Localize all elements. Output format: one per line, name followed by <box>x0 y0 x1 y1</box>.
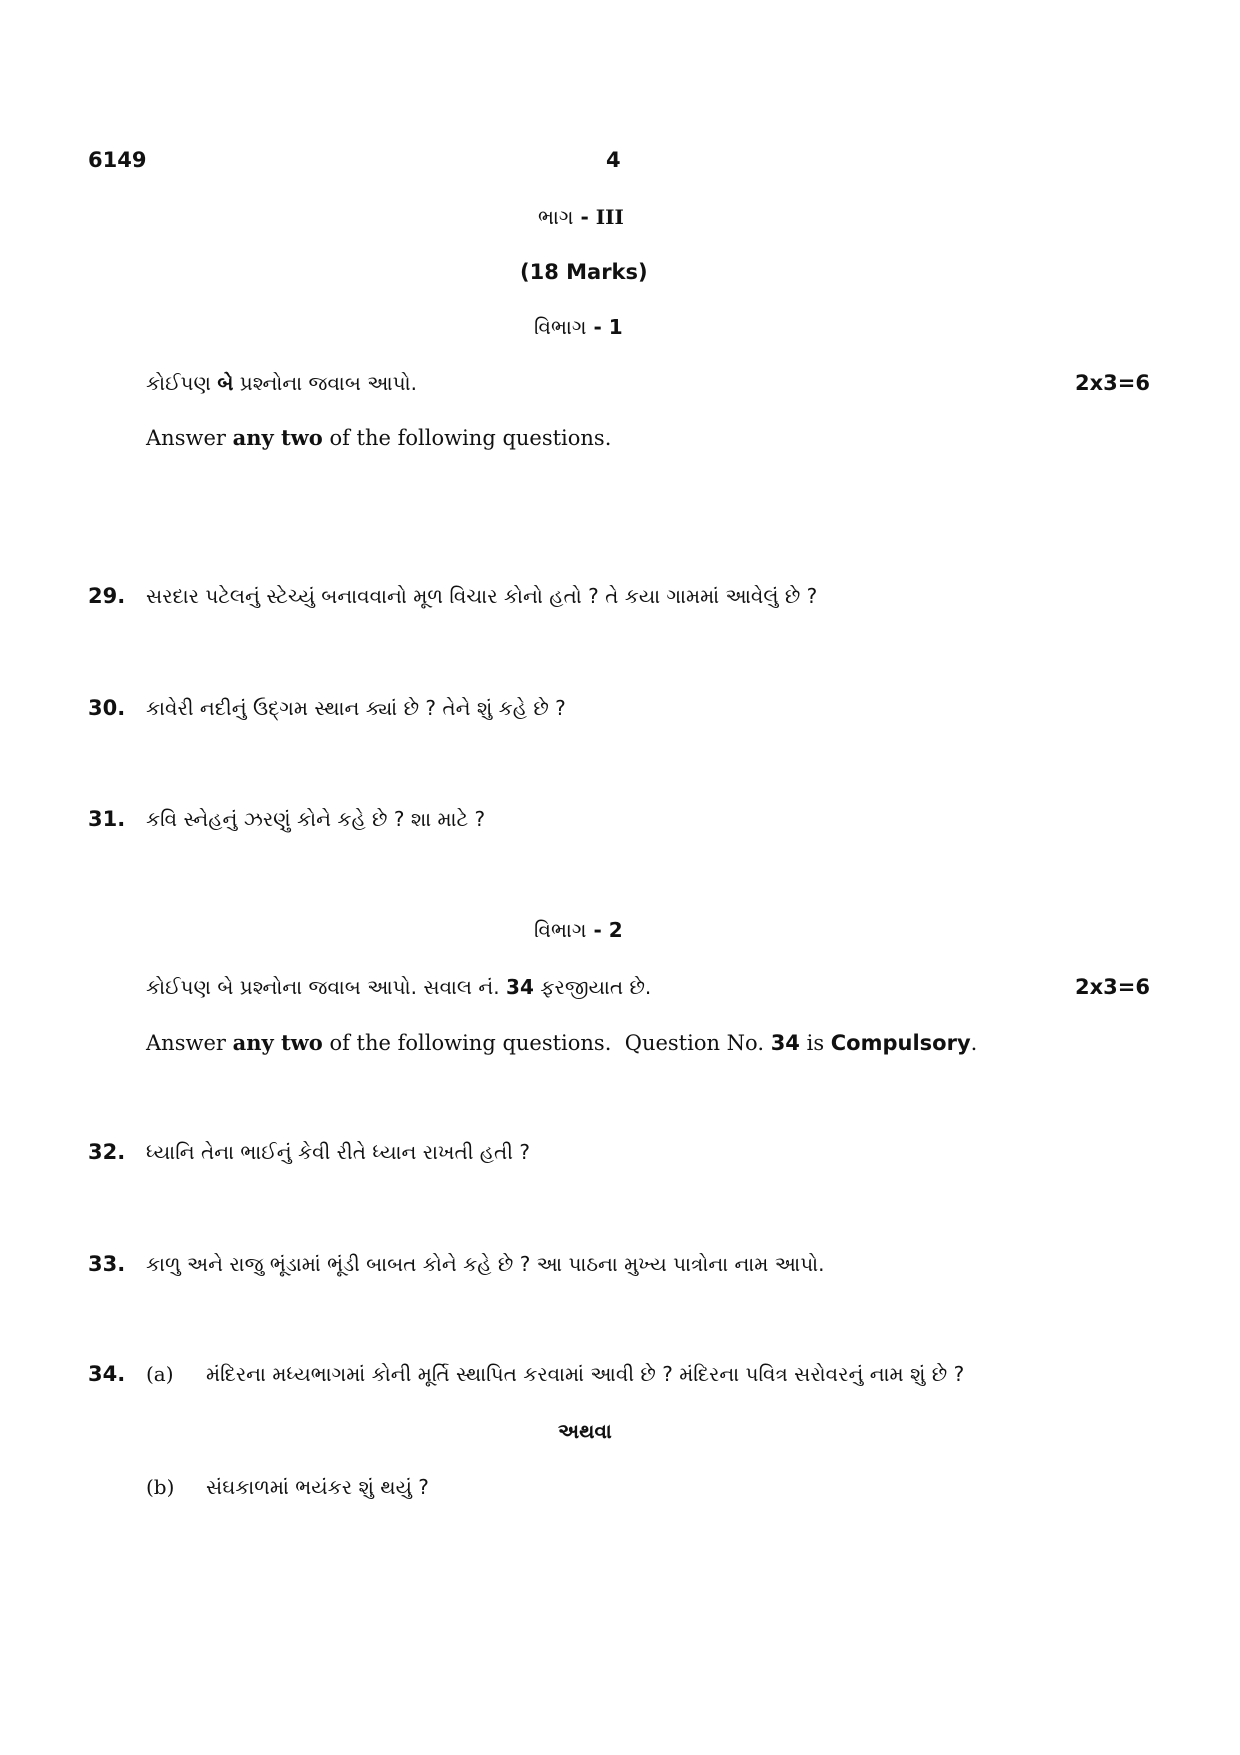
question-number: 34. <box>88 1362 126 1386</box>
section2-instruction-en-bold: any two <box>232 1030 323 1055</box>
section1-instruction-en-post: of the following questions. <box>322 426 612 450</box>
section2-instruction-en-mid: of the following questions. Question No. <box>322 1031 771 1055</box>
option-b-text: સંઘકાળમાં ભયંકર શું થયું ? <box>206 1475 429 1499</box>
part-title-sep: - <box>573 205 596 229</box>
section1-title-sep: - <box>586 315 609 339</box>
part-title-num: III <box>595 205 624 229</box>
section1-title-num: 1 <box>608 315 623 339</box>
or-separator: અથવા <box>558 1419 612 1443</box>
section2-instruction-gu-pre: કોઈપણ બે પ્રશ્નોના જવાબ આપો. સવાલ નં. <box>146 975 507 999</box>
option-b-label: (b) <box>146 1475 175 1499</box>
question-number: 29. <box>88 584 126 608</box>
section1-marks: 2x3=6 <box>1075 371 1150 395</box>
section2-instruction-gu-bold: 34 <box>506 975 534 999</box>
question-number: 33. <box>88 1252 126 1276</box>
section2-title-gu: વિભાગ <box>534 918 587 942</box>
option-a-label: (a) <box>146 1362 174 1386</box>
question-text: ધ્યાનિ તેના ભાઈનું કેવી રીતે ધ્યાન રાખતી હતી ? <box>146 1140 530 1164</box>
question-text: કાવેરી નદીનું ઉદ્‌ગમ સ્થાન ક્યાં છે ? તેને શું કહે છે ? <box>146 696 566 720</box>
section1-instruction-en-bold: any two <box>232 425 323 450</box>
section1-instruction-gu-post: પ્રશ્નોના જવાબ આપો. <box>233 371 418 395</box>
section1-instruction-gu-pre: કોઈપણ <box>146 371 218 395</box>
section2-marks: 2x3=6 <box>1075 975 1150 999</box>
section2-instruction-en-post: . <box>970 1031 978 1055</box>
section2-instruction-en-pre: Answer <box>146 1031 233 1055</box>
question-number: 30. <box>88 696 126 720</box>
question-number: 31. <box>88 807 126 831</box>
section1-instruction-en <box>146 425 611 450</box>
section2-instruction-gu <box>146 975 651 999</box>
section2-instruction-en-bold3: Compulsory <box>830 1031 971 1055</box>
question-text: કવિ સ્નેહનું ઝરણું કોને કહે છે ? શા માટે ? <box>146 807 486 831</box>
section1-instruction-en-pre: Answer <box>146 426 233 450</box>
question-text: સરદાર પટેલનું સ્ટેચ્યું બનાવવાનો મૂળ વિચાર કોનો હતો ? તે કયા ગામમાં આવેલું છે ? <box>146 584 818 608</box>
section2-instruction-en-mid2: is <box>799 1031 831 1055</box>
section2-instruction-gu-post: ફરજીયાત છે. <box>533 975 652 999</box>
section1-instruction-gu-bold: બે <box>217 371 234 395</box>
option-a-text: મંદિરના મધ્યભાગમાં કોની મૂર્તિ સ્થાપિત કરવામાં આવી છે ? મંદિરના પવિત્ર સરોવરનું નામ શું છે ? <box>206 1362 965 1386</box>
section1-title <box>534 315 623 339</box>
section1-title-gu: વિભાગ <box>534 315 587 339</box>
section2-instruction-en <box>146 1030 977 1055</box>
question-text: કાળુ અને રાજુ ભૂંડામાં ભૂંડી બાબત કોને કહે છે ? આ પાઠના મુખ્ય પાત્રોના નામ આપો. <box>146 1252 825 1276</box>
section1-instruction-gu <box>146 371 417 395</box>
page-number: 4 <box>606 148 621 172</box>
section2-instruction-en-bold2: 34 <box>770 1031 800 1055</box>
paper-code: 6149 <box>88 148 147 172</box>
part-title-gu: ભાગ <box>538 205 574 229</box>
section2-title-num: 2 <box>608 918 623 942</box>
part-marks: (18 Marks) <box>520 260 648 284</box>
section2-title <box>534 918 623 942</box>
part-title <box>538 205 624 229</box>
section2-title-sep: - <box>586 918 609 942</box>
question-number: 32. <box>88 1140 126 1164</box>
